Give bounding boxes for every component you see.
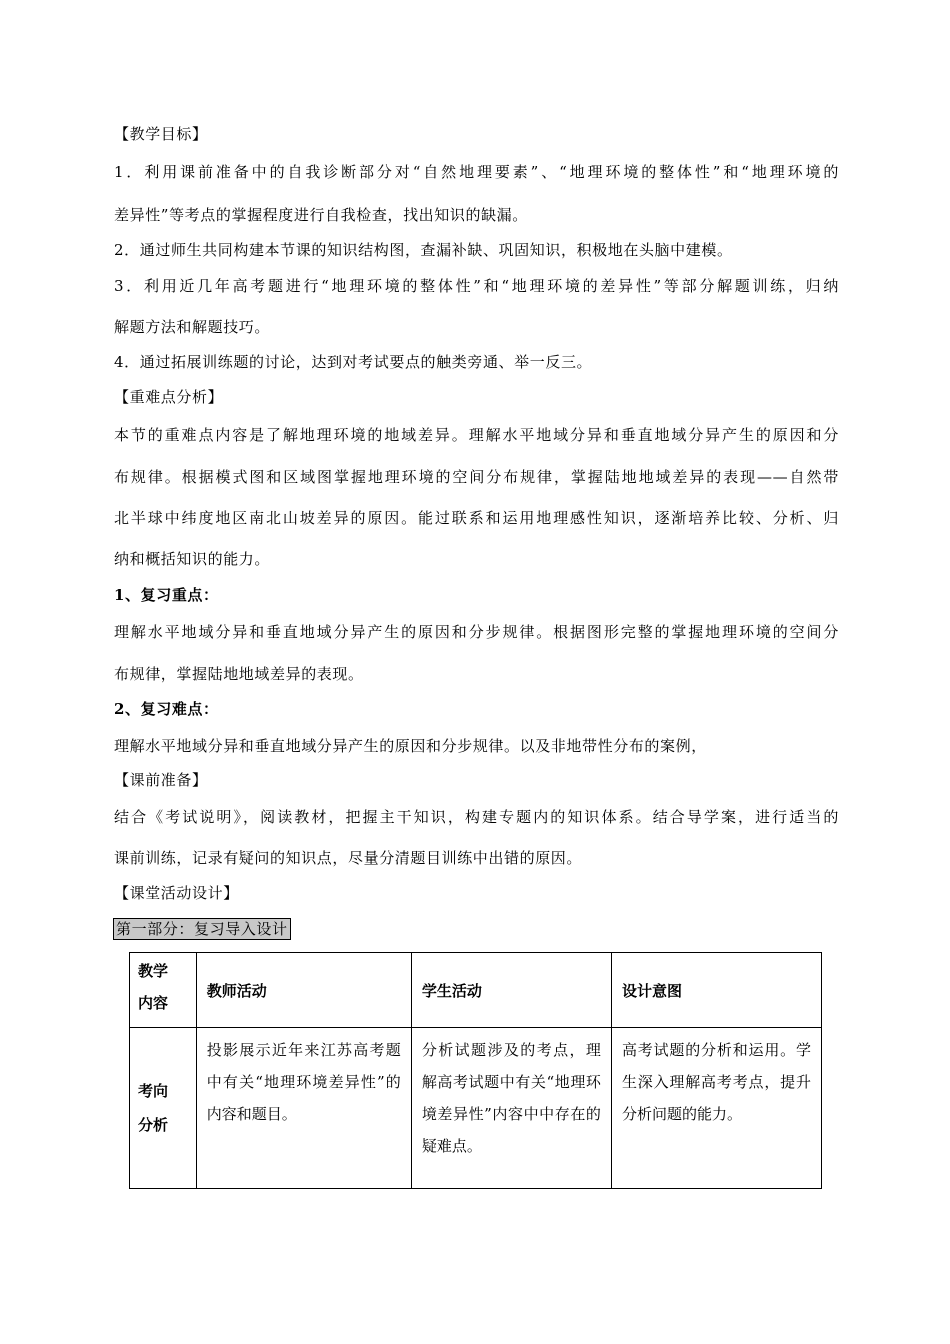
goal-1-line-2: 差异性”等考点的掌握程度进行自我检查，找出知识的缺漏。 <box>114 206 528 224</box>
lesson-plan-table <box>129 952 822 1189</box>
goal-2: 2．通过师生共同构建本节课的知识结构图，查漏补缺、巩固知识，积极地在头脑中建模。 <box>114 241 733 259</box>
header-content-line-2: 内容 <box>138 994 169 1012</box>
row-student-text: 分析试题涉及的考点，理解高考试题中有关“地理环境差异性”内容中中存在的疑难点。 <box>421 1041 601 1155</box>
row-intent-text: 高考试题的分析和运用。学生深入理解高考考点，提升分析问题的能力。 <box>621 1041 811 1123</box>
header-content-line-1: 教学 <box>138 962 169 980</box>
header-student-label: 学生活动 <box>421 981 482 1000</box>
row-content-line-1: 考向 <box>138 1082 169 1100</box>
row-student-cell <box>411 1028 611 1189</box>
goals-heading: 【教学目标】 <box>114 125 208 143</box>
row-intent-cell <box>611 1028 821 1189</box>
header-teacher-label: 教师活动 <box>206 981 267 1000</box>
row-content-line-2: 分析 <box>138 1116 169 1134</box>
preparation-line-2: 课前训练，记录有疑问的知识点，尽量分清题目训练中出错的原因。 <box>114 849 583 867</box>
key-points-line-1: 理解水平地域分异和垂直地域分异产生的原因和分步规律。根据图形完整的掌握地理环境的空间分 <box>114 623 839 641</box>
difficult-points-heading: 2、复习难点： <box>114 700 219 718</box>
part-one-label: 第一部分：复习导入设计 <box>113 918 291 940</box>
header-cell-teacher <box>196 953 411 1028</box>
key-points-line-2: 布规律，掌握陆地地域差异的表现。 <box>114 665 364 683</box>
goal-4: 4．通过拓展训练题的讨论，达到对考试要点的触类旁通、举一反三。 <box>114 353 593 371</box>
table-header-row <box>130 953 822 1028</box>
difficult-points-line-1: 理解水平地域分异和垂直地域分异产生的原因和分步规律。以及非地带性分布的案例， <box>114 737 707 755</box>
row-teacher-text: 投影展示近年来江苏高考题中有关“地理环境差异性”的内容和题目。 <box>206 1041 401 1123</box>
activity-design-heading: 【课堂活动设计】 <box>114 884 239 902</box>
goal-3-line-2: 解题方法和解题技巧。 <box>114 318 271 336</box>
header-cell-student <box>411 953 611 1028</box>
header-cell-intent <box>611 953 821 1028</box>
goal-3-line-1: 3．利用近几年高考题进行“地理环境的整体性”和“地理环境的差异性”等部分解题训练，归纳 <box>114 277 839 295</box>
header-intent-label: 设计意图 <box>621 981 682 1000</box>
preparation-line-1: 结合《考试说明》，阅读教材，把握主干知识，构建专题内的知识体系。结合导学案，进行适当的 <box>114 808 839 826</box>
row-content-cell <box>130 1028 197 1189</box>
analysis-line-4: 纳和概括知识的能力。 <box>114 550 271 568</box>
table-row <box>130 1028 822 1189</box>
analysis-heading: 【重难点分析】 <box>114 388 224 406</box>
goal-1-line-1: 1．利用课前准备中的自我诊断部分对“自然地理要素”、“地理环境的整体性”和“地理环境的 <box>114 163 839 181</box>
preparation-heading: 【课前准备】 <box>114 771 208 789</box>
key-points-heading: 1、复习重点： <box>114 586 219 604</box>
analysis-line-1: 本节的重难点内容是了解地理环境的地域差异。理解水平地域分异和垂直地域分异产生的原因和分 <box>114 426 839 444</box>
analysis-line-3: 北半球中纬度地区南北山坡差异的原因。能过联系和运用地理感性知识，逐渐培养比较、分析、归 <box>114 509 839 527</box>
header-cell-content <box>130 953 197 1028</box>
row-teacher-cell <box>196 1028 411 1189</box>
analysis-line-2: 布规律。根据模式图和区域图掌握地理环境的空间分布规律，掌握陆地地域差异的表现——自然带 <box>114 468 839 486</box>
